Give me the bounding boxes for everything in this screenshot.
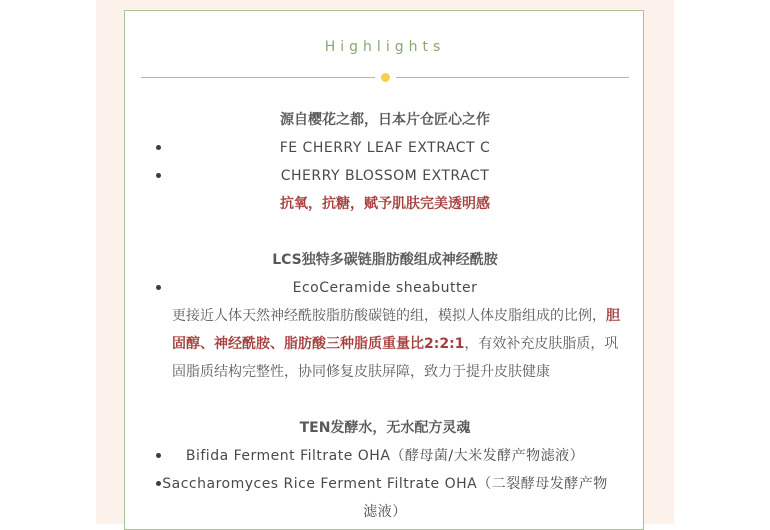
section3-item-2-continued: 滤液）	[363, 504, 407, 520]
section2-item: EcoCeramide sheabutter	[292, 280, 478, 296]
section2-heading: LCS独特多碳链脂肪酸组成神经酰胺	[272, 252, 498, 268]
section1-benefit: 抗氧，抗糖，赋予肌肤完美透明感	[280, 196, 490, 212]
section2-desc-highlight: 胆固醇、神经酰胺、脂肪酸三种脂质重量比2:2:1	[172, 308, 620, 352]
section3-item-2: Saccharomyces Rice Ferment Filtrate OHA（二裂酵母发酵产物	[162, 476, 608, 492]
divider-dot	[381, 73, 390, 82]
section2-description	[172, 302, 628, 386]
section1-item-1: FE CHERRY LEAF EXTRACT C	[279, 140, 491, 156]
section3-heading: TEN发酵水，无水配方灵魂	[299, 420, 471, 436]
section3-item-1: Bifida Ferment Filtrate OHA（酵母菌/大米发酵产物滤液）	[185, 448, 585, 464]
section1-item-2: CHERRY BLOSSOM EXTRACT	[280, 168, 490, 184]
divider-right	[396, 77, 629, 78]
divider-left	[141, 77, 375, 78]
section2-desc-part1: 更接近人体天然神经酰胺脂肪酸碳链的组，模拟人体皮脂组成的比例，	[172, 308, 606, 324]
highlights-title: Highlights	[324, 39, 446, 55]
section2-desc-part2: ，有效补充皮肤脂质，巩固脂质结构完整性，协同修复皮肤屏障，致力于提升皮肤健康	[172, 336, 619, 380]
section1-heading: 源自樱花之都，日本片仓匠心之作	[280, 112, 490, 128]
